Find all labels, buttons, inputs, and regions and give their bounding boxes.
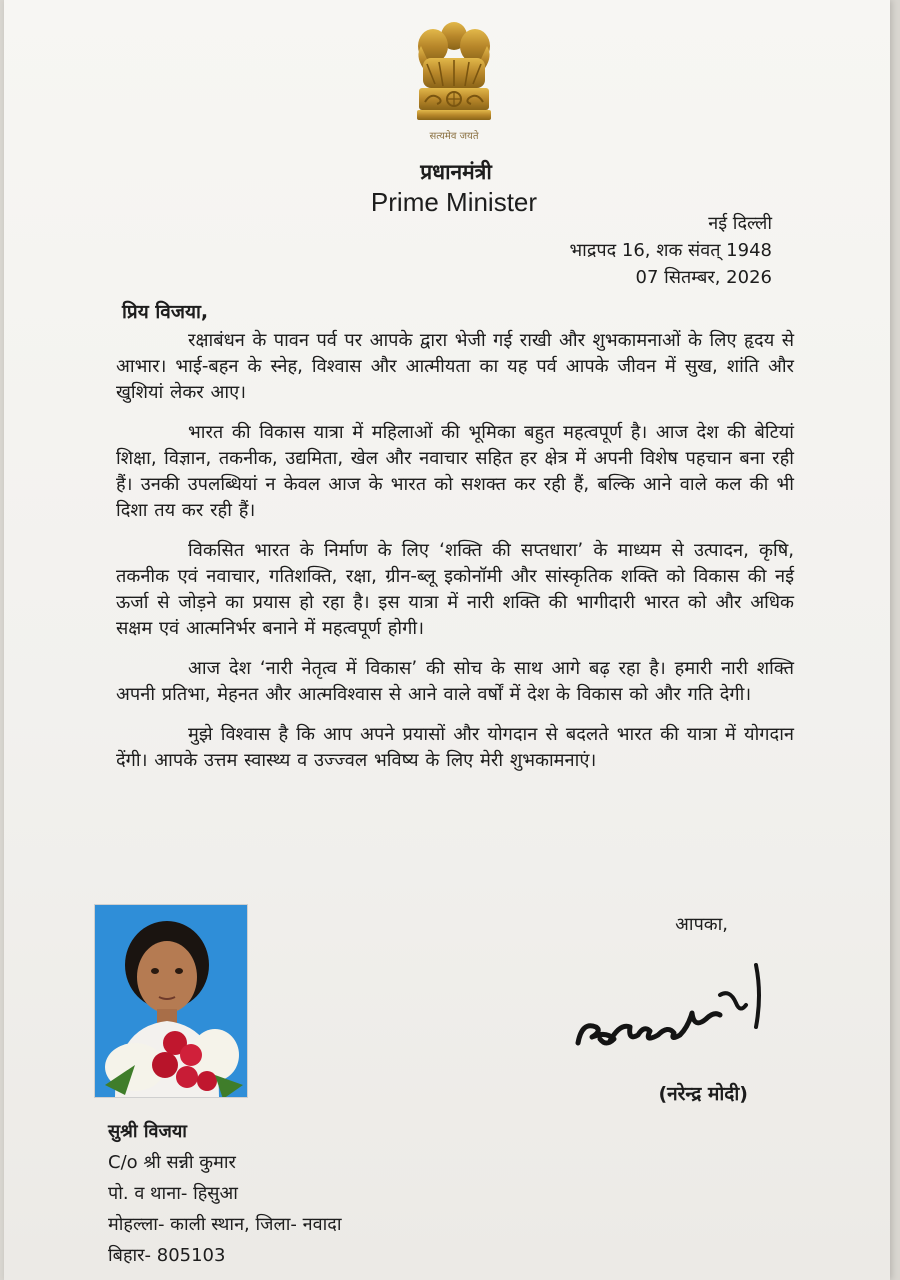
handwritten-signature [570, 955, 800, 1065]
gregorian-date: 07 सितम्बर, 2026 [635, 267, 772, 288]
national-emblem-icon [409, 16, 499, 146]
signatory-name: (नरेन्द्र मोदी) [658, 1083, 748, 1105]
saka-date: भाद्रपद 16, शक संवत् 1948 [569, 240, 772, 261]
paragraph: मुझे विश्वास है कि आप अपने प्रयासों और योगदान से बदलते भारत की यात्रा में योगदान देंगी। आपके उत्तम स्वास्थ्य व उज्ज्वल भविष्य के लिए मेरी शुभकामनाएं। [116, 724, 794, 771]
locality: मोहल्ला- काली स्थान, जिला- नवादा [108, 1214, 342, 1235]
post-station: पो. व थाना- हिसुआ [108, 1183, 238, 1204]
paragraph: भारत की विकास यात्रा में महिलाओं की भूमिका बहुत महत्वपूर्ण है। आज देश की बेटियां शिक्षा, विज्ञान, तकनीक, उद्यमिता, खेल और नवाचार सहित हर क्षेत्र में अपनी विशेष पहचान बना रही हैं। उनकी उपलब्धियां न केवल आज के भारत को सशक्त कर रही हैं, बल्कि आने वाले कल की भी दिशा तय कर रही हैं। [116, 422, 794, 521]
recipient-address [108, 1116, 341, 1271]
emblem-motto: सत्यमेव जयते [429, 131, 479, 142]
care-of: C/o श्री सन्नी कुमार [108, 1152, 236, 1173]
date-block [570, 210, 772, 291]
letter-sheet [4, 0, 890, 1280]
office-title-hindi: प्रधानमंत्री [420, 160, 492, 184]
state-pin: बिहार- 805103 [108, 1245, 226, 1266]
paragraph: आज देश ‘नारी नेतृत्व में विकास’ की सोच के साथ आगे बढ़ रहा है। हमारी नारी शक्ति अपनी प्रतिभा, मेहनत और आत्मविश्वास से आने वाले वर्षों में देश के विकास को और गति देगी। [116, 658, 794, 705]
recipient-name: सुश्री विजया [108, 1121, 187, 1142]
paragraph: रक्षाबंधन के पावन पर्व पर आपके द्वारा भेजी गई राखी और शुभकामनाओं के लिए हृदय से आभार। भाई-बहन के स्नेह, विश्वास और आत्मीयता का यह पर्व आपके जीवन में सुख, शांति और खुशियां लेकर आए। [116, 330, 794, 403]
recipient-photo [94, 904, 248, 1098]
letter-body [116, 328, 794, 788]
place: नई दिल्ली [708, 213, 772, 234]
office-title-english: Prime Minister [370, 187, 538, 217]
closing: आपका, [675, 914, 728, 935]
salutation: प्रिय विजया, [122, 301, 209, 323]
paragraph: विकसित भारत के निर्माण के लिए ‘शक्ति की सप्तधारा’ के माध्यम से उत्पादन, कृषि, तकनीक एवं नवाचार, गतिशक्ति, रक्षा, ग्रीन-ब्लू इकोनॉमी और सांस्कृतिक शक्ति को विकास की नई ऊर्जा से जोड़ने का प्रयास हो रहा है। इस यात्रा में नारी शक्ति की भागीदारी भारत को और अधिक सक्षम एवं आत्मनिर्भर बनाने में महत्वपूर्ण होगी। [116, 540, 794, 639]
